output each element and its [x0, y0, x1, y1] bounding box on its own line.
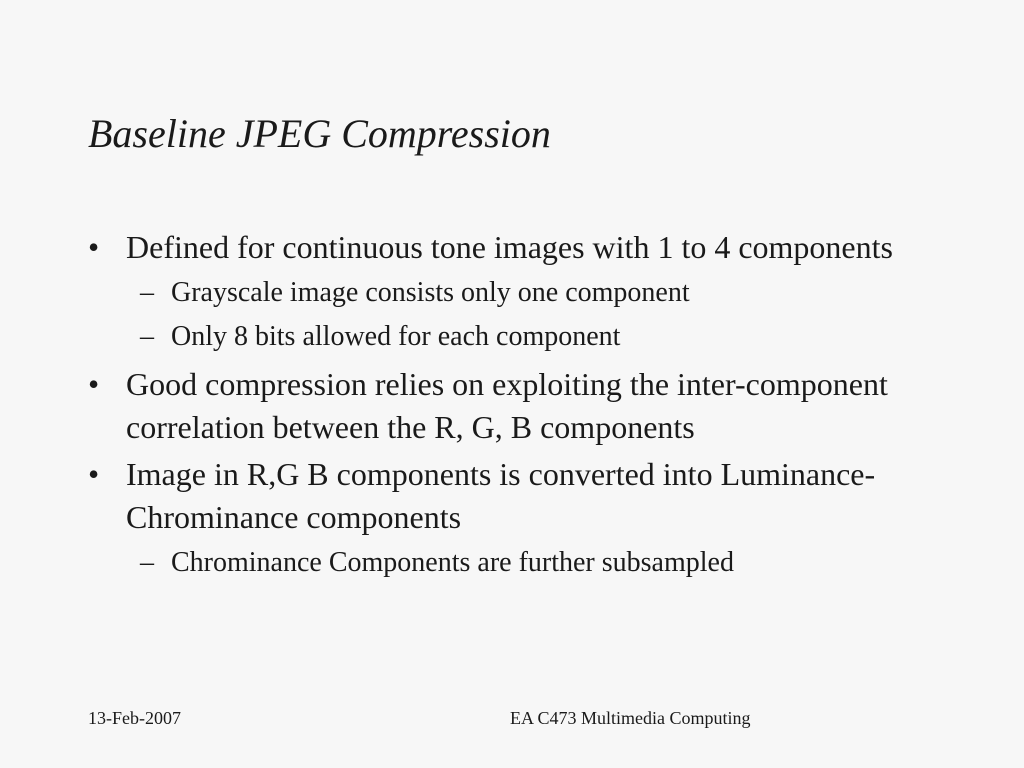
bullet-list — [88, 226, 968, 589]
footer-date: 13-Feb-2007 — [88, 708, 181, 728]
sub-bullet-item — [126, 541, 968, 585]
footer-course-title: EA C473 Multimedia Computing — [510, 708, 751, 728]
bullet-item — [88, 453, 968, 585]
dash-marker: – — [140, 547, 154, 578]
sub-bullet-item — [126, 315, 968, 359]
sub-bullet-list — [126, 541, 968, 585]
slide-title: Baseline JPEG Compression — [88, 111, 551, 156]
bullet-marker: • — [88, 456, 100, 492]
sub-bullet-item — [126, 271, 968, 315]
bullet-item — [88, 226, 968, 359]
bullet-text: Defined for continuous tone images with 1 to 4 components — [126, 229, 893, 265]
bullet-marker: • — [88, 366, 100, 402]
bullet-text: Image in R,G B components is converted into Luminance-Chrominance components — [126, 456, 876, 535]
bullet-text: Good compression relies on exploiting the inter-component correlation between the R, G, B components — [126, 366, 888, 445]
bullet-item — [88, 363, 968, 449]
sub-bullet-text: Chrominance Components are further subsampled — [171, 547, 734, 578]
sub-bullet-text: Grayscale image consists only one component — [171, 277, 690, 308]
dash-marker: – — [140, 277, 154, 308]
sub-bullet-list — [126, 271, 968, 359]
bullet-marker: • — [88, 229, 100, 265]
dash-marker: – — [140, 321, 154, 352]
sub-bullet-text: Only 8 bits allowed for each component — [171, 321, 621, 352]
